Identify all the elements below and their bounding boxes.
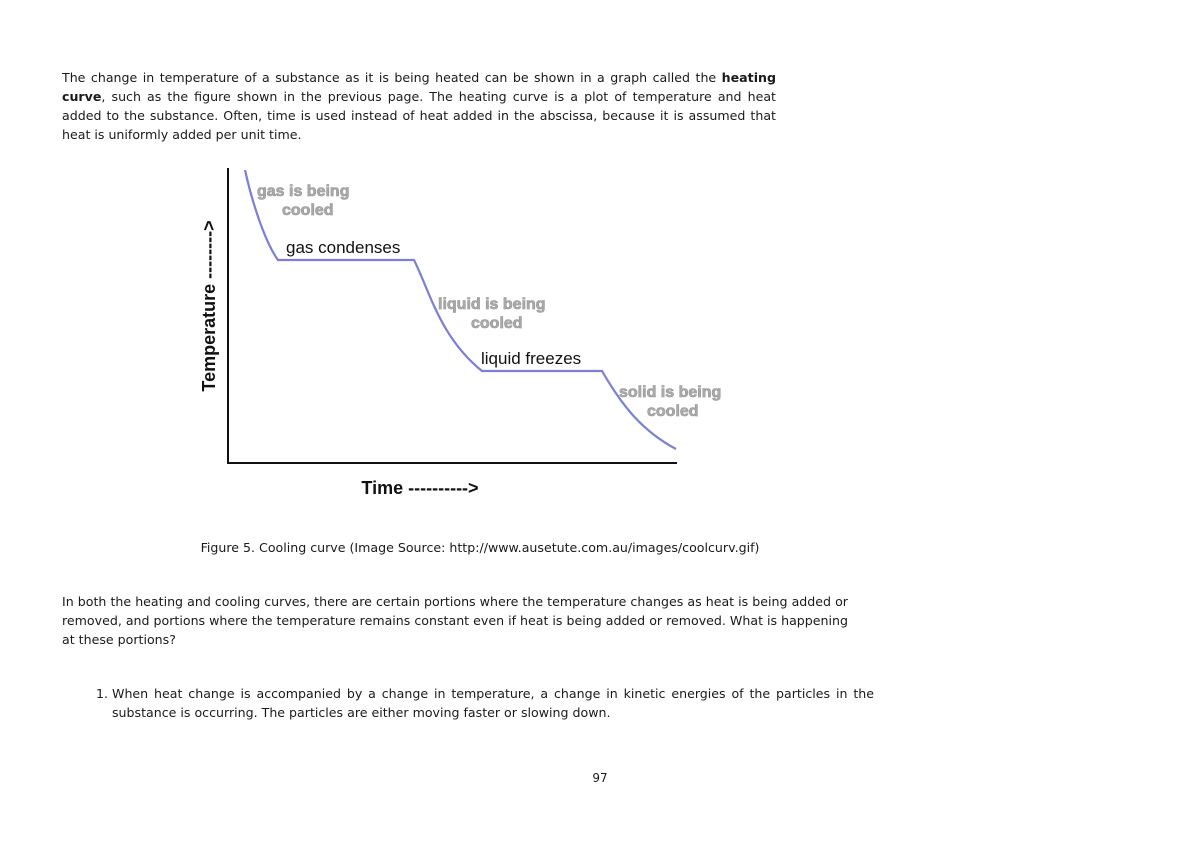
label-solid-cooled-line1: solid is being bbox=[619, 384, 722, 401]
heating-curve-term: heating curve bbox=[62, 70, 776, 104]
y-axis-label: Temperature --------> bbox=[199, 220, 219, 392]
intro-text-end: , such as the figure shown in the previous page. The heating curve is a plot of temperature and heat added to the substance. Often, time is used instead of heat added in the abscissa, because it is assumed that heat is uniformly added per unit time. bbox=[62, 89, 776, 142]
intro-paragraph bbox=[62, 68, 776, 144]
intro-text-start: The change in temperature of a substance as it is being heated can be shown in a graph called the bbox=[62, 70, 722, 85]
label-liquid-cooled-line1: liquid is being bbox=[438, 296, 546, 313]
list-item: 1. When heat change is accompanied by a change in temperature, a change in kinetic energies of the particles in the substance is occurring. The particles are either moving faster or slowing down. bbox=[112, 684, 874, 722]
figure-caption: Figure 5. Cooling curve (Image Source: http://www.ausetute.com.au/images/coolcurv.gif) bbox=[200, 540, 760, 555]
cooling-curve-figure bbox=[190, 162, 750, 507]
label-solid-cooled-line2: cooled bbox=[647, 403, 699, 420]
label-gas-cooled-line2: cooled bbox=[282, 202, 334, 219]
page-number: 97 bbox=[592, 771, 608, 785]
x-axis-label: Time ----------> bbox=[361, 478, 479, 498]
explanation-list bbox=[86, 684, 874, 722]
body-paragraph: In both the heating and cooling curves, there are certain portions where the temperature changes as heat is being added or removed, and portions where the temperature remains constant even if heat is being added or removed. What is happening at these portions? bbox=[62, 594, 848, 647]
label-gas-condenses: gas condenses bbox=[286, 238, 401, 257]
label-liquid-freezes: liquid freezes bbox=[481, 349, 582, 368]
label-liquid-cooled-line2: cooled bbox=[471, 315, 523, 332]
label-gas-cooled-line1: gas is being bbox=[257, 183, 350, 200]
